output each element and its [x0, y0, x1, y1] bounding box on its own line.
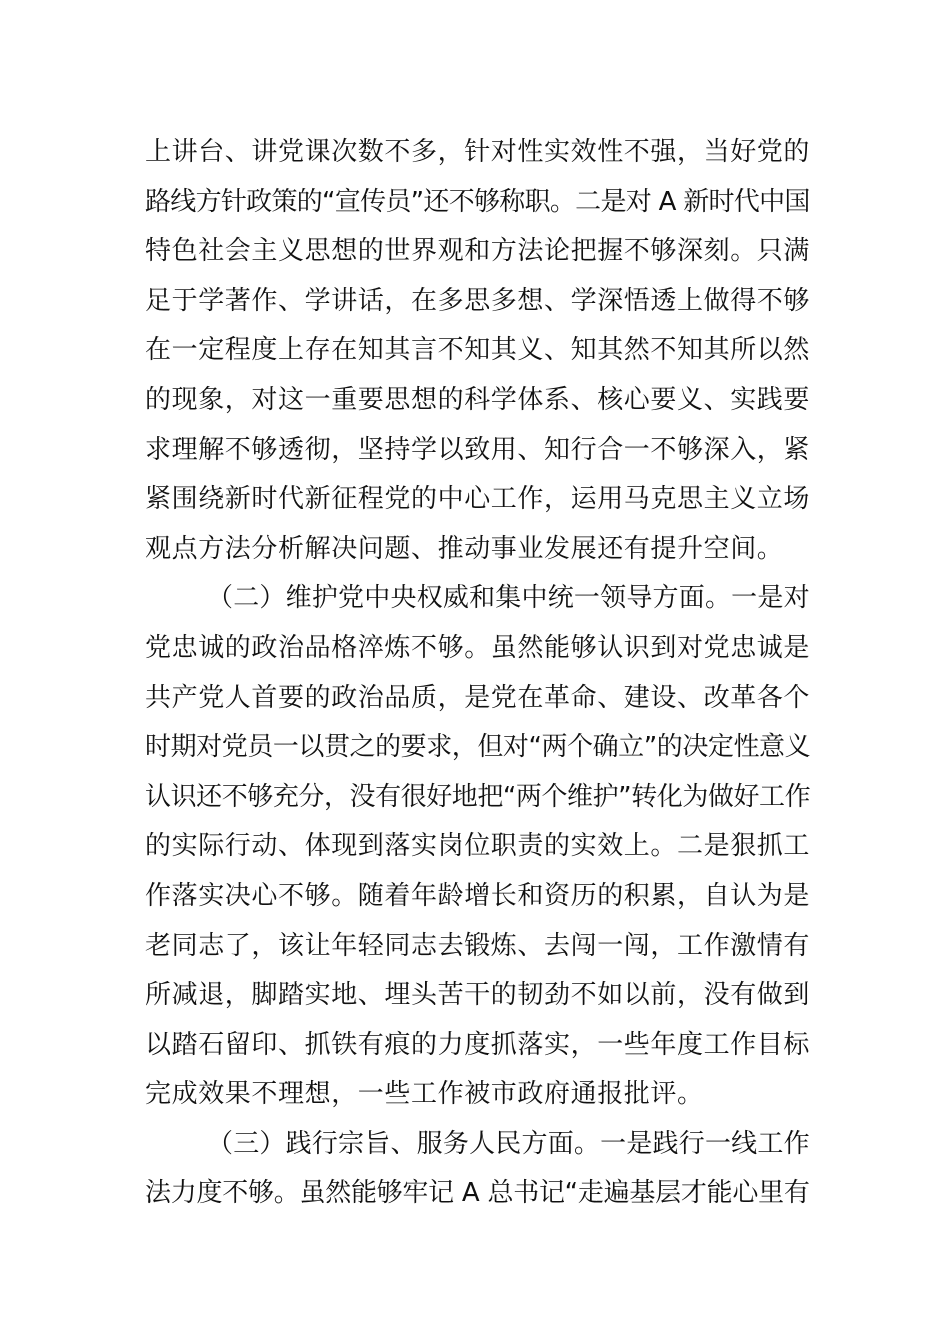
paragraph-first-line: （二）维护党中央权威和集中统一领导方面。一是对 — [207, 583, 810, 614]
text-line: 路线方针政策的“宣传员”还不够称职。二是对 A 新时代中国 — [145, 186, 810, 217]
text-line: 上讲台、讲党课次数不多，针对性实效性不强，当好党的 — [145, 137, 811, 167]
text-line: 特色社会主义思想的世界观和方法论把握不够深刻。只满 — [145, 236, 811, 267]
text-line: 完成效果不理想，一些工作被市政府通报批评。 — [145, 1079, 704, 1110]
text-line: 认识还不够充分，没有很好地把“两个维护”转化为做好工作 — [145, 781, 811, 812]
text-line: 共产党人首要的政治品质，是党在革命、建设、改革各个 — [145, 682, 811, 713]
document-body — [145, 128, 810, 1219]
text-line: 所减退，脚踏实地、埋头苦干的韧劲不如以前，没有做到 — [145, 980, 811, 1011]
text-line: 时期对党员一以贯之的要求，但对“两个确立”的决定性意义 — [145, 732, 811, 763]
text-line: 求理解不够透彻，坚持学以致用、知行合一不够深入，紧 — [145, 434, 811, 465]
text-line: 老同志了，该让年轻同志去锻炼、去闯一闯，工作激情有 — [145, 930, 811, 961]
text-line: 以踏石留印、抓铁有痕的力度抓落实，一些年度工作目标 — [145, 1029, 811, 1060]
text-line: 在一定程度上存在知其言不知其义、知其然不知其所以然 — [145, 335, 811, 366]
text-line: 足于学著作、学讲话，在多思多想、学深悟透上做得不够 — [145, 285, 811, 316]
text-line: 法力度不够。虽然能够牢记 A 总书记“走遍基层才能心里有 — [145, 1178, 810, 1209]
text-line: 作落实决心不够。随着年龄增长和资历的积累，自认为是 — [145, 880, 811, 911]
text-line: 党忠诚的政治品格淬炼不够。虽然能够认识到对党忠诚是 — [145, 632, 811, 663]
text-line: 的实际行动、体现到落实岗位职责的实效上。二是狠抓工 — [145, 831, 811, 862]
text-line: 的现象，对这一重要思想的科学体系、核心要义、实践要 — [145, 384, 811, 415]
text-line: 紧围绕新时代新征程党的中心工作，运用马克思主义立场 — [145, 484, 811, 515]
paragraph-first-line: （三）践行宗旨、服务人民方面。一是践行一线工作 — [207, 1128, 810, 1159]
text-line: 观点方法分析解决问题、推动事业发展还有提升空间。 — [145, 533, 784, 564]
